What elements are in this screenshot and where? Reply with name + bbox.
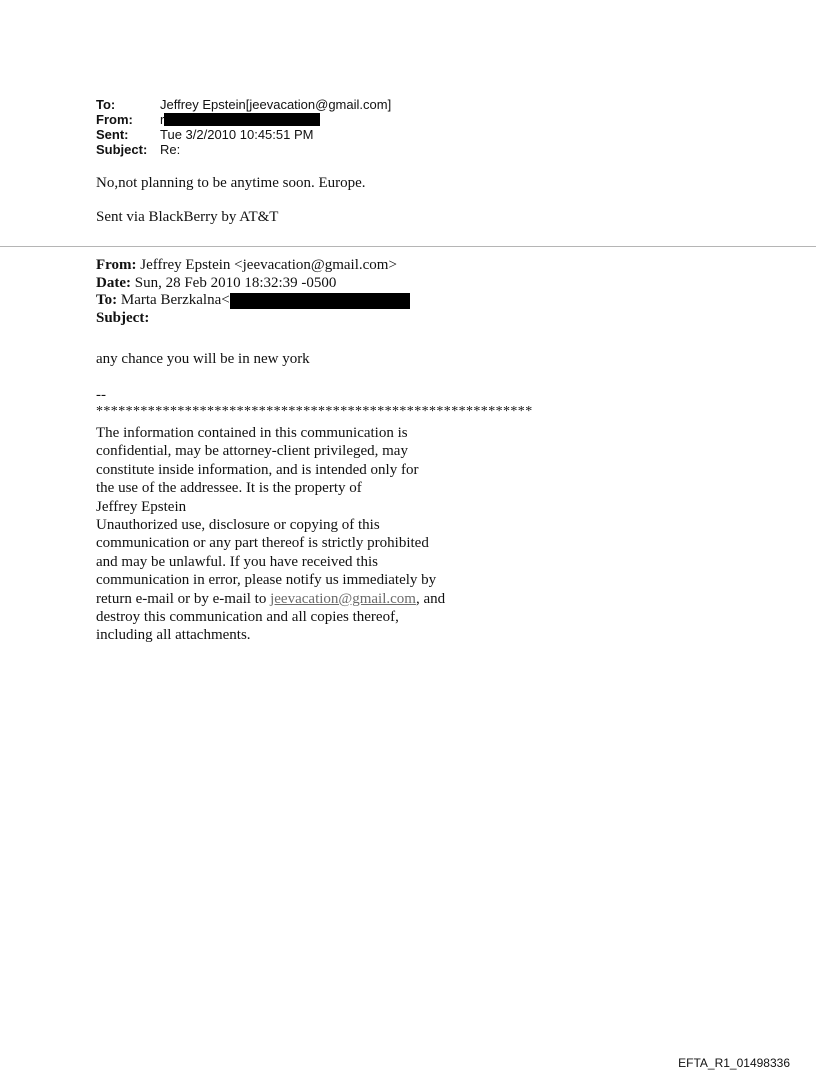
quoted-date-row [96, 275, 410, 293]
subject-label: Subject: [96, 142, 148, 157]
quoted-date-label: Date: [96, 274, 131, 291]
email-link[interactable]: jeevacation@gmail.com [270, 590, 416, 607]
confidentiality-disclaimer [96, 424, 516, 645]
disclaimer-line: and may be unlawful. If you have received this [96, 553, 378, 570]
subject-value: Re: [160, 142, 181, 157]
disclaimer-line: Jeffrey Epstein [96, 498, 187, 515]
header-from-row [96, 112, 391, 127]
header-subject-row [96, 142, 391, 157]
quoted-subject-row [96, 310, 410, 328]
disclaimer-line: constitute inside information, and is intended only for [96, 461, 419, 478]
quoted-date-value: Sun, 28 Feb 2010 18:32:39 -0500 [130, 274, 337, 291]
sent-value: Tue 3/2/2010 10:45:51 PM [160, 127, 314, 142]
document-id: EFTA_R1_01498336 [678, 1056, 790, 1070]
quoted-header [96, 257, 410, 327]
reply-signature: Sent via BlackBerry by AT&T [96, 209, 279, 225]
redaction-bar [164, 113, 320, 126]
quoted-from-row [96, 257, 410, 275]
asterisk-separator: *********************************************************** [96, 404, 533, 419]
quoted-to-row [96, 292, 410, 310]
header-to-row [96, 97, 391, 112]
to-value: Jeffrey Epstein[jeevacation@gmail.com] [160, 97, 392, 112]
quoted-from-label: From: [96, 257, 137, 273]
disclaimer-line: Unauthorized use, disclosure or copying of this [96, 516, 380, 533]
signature-dashes: -- [96, 387, 106, 403]
disclaimer-line [96, 590, 516, 608]
disclaimer-line: destroy this communication and all copies thereof, [96, 608, 399, 625]
from-prefix: r [160, 112, 165, 127]
disclaimer-line: communication or any part thereof is strictly prohibited [96, 535, 429, 552]
disclaimer-line-post: , and [415, 590, 446, 607]
disclaimer-line: confidential, may be attorney-client privileged, may [96, 443, 408, 460]
disclaimer-line: including all attachments. [96, 627, 251, 644]
message-divider [0, 246, 816, 247]
quoted-from-value: Jeffrey Epstein <jeevacation@gmail.com> [136, 257, 397, 273]
quoted-to-label: To: [96, 292, 118, 308]
disclaimer-line-pre: return e-mail or by e-mail to [96, 590, 271, 607]
quoted-to-value: Marta Berzkalna< [117, 292, 230, 308]
from-value [160, 112, 320, 127]
header-sent-row [96, 127, 391, 142]
disclaimer-line: The information contained in this communication is [96, 425, 408, 441]
quoted-message: any chance you will be in new york [96, 351, 310, 367]
email-header [96, 97, 391, 157]
disclaimer-line: communication in error, please notify us immediately by [96, 572, 437, 589]
redaction-bar [230, 293, 410, 309]
to-label: To: [96, 97, 116, 112]
reply-text: No,not planning to be anytime soon. Europe. [96, 175, 366, 191]
sent-label: Sent: [96, 127, 129, 142]
from-label: From: [96, 112, 133, 127]
disclaimer-line: the use of the addressee. It is the property of [96, 480, 362, 497]
quoted-subject-label: Subject: [96, 309, 150, 326]
